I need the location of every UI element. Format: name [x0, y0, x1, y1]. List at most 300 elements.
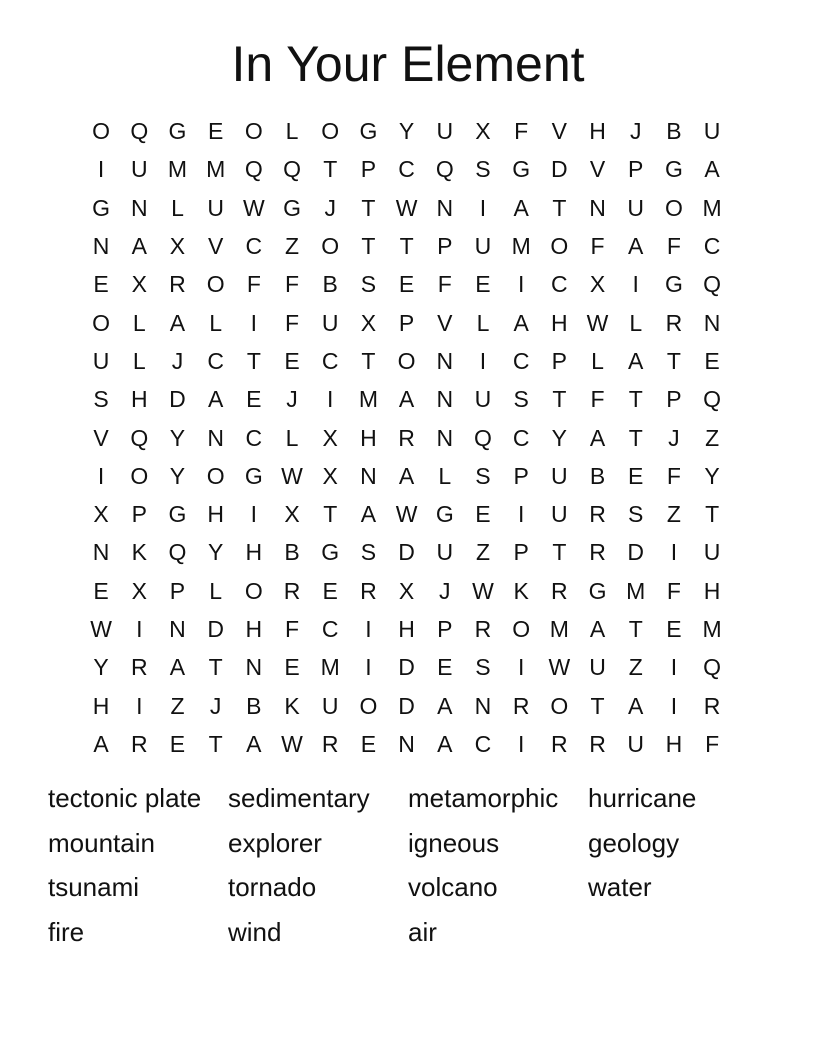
grid-letter[interactable]: T	[361, 233, 376, 260]
grid-letter[interactable]: U	[321, 692, 339, 719]
grid-letter[interactable]: X	[475, 118, 491, 145]
grid-letter[interactable]: E	[360, 730, 377, 757]
grid-letter[interactable]: L	[285, 118, 299, 145]
grid-letter[interactable]: I	[97, 156, 105, 183]
grid-letter[interactable]: R	[398, 424, 415, 451]
grid-letter[interactable]: N	[589, 194, 606, 221]
grid-letter[interactable]: R	[665, 309, 683, 336]
grid-letter[interactable]: L	[171, 194, 184, 221]
grid-letter[interactable]: L	[591, 347, 604, 374]
grid-letter[interactable]: R	[321, 730, 339, 757]
grid-letter[interactable]: Y	[169, 424, 186, 451]
grid-letter[interactable]: T	[246, 347, 261, 374]
grid-letter[interactable]: U	[474, 233, 492, 260]
grid-letter[interactable]: X	[589, 271, 606, 298]
grid-letter[interactable]: T	[705, 501, 720, 528]
grid-letter[interactable]: I	[479, 347, 487, 374]
grid-letter[interactable]: Y	[704, 462, 720, 489]
grid-letter[interactable]: P	[360, 156, 377, 183]
grid-letter[interactable]: Y	[551, 424, 568, 451]
grid-letter[interactable]: E	[666, 616, 682, 642]
grid-letter[interactable]: G	[283, 194, 301, 221]
grid-letter[interactable]: V	[93, 424, 109, 451]
grid-letter[interactable]: I	[479, 194, 487, 221]
grid-letter[interactable]: I	[250, 309, 258, 336]
grid-letter[interactable]: A	[628, 347, 644, 374]
grid-letter[interactable]: F	[514, 118, 529, 145]
grid-letter[interactable]: S	[513, 386, 529, 413]
grid-letter[interactable]: U	[436, 118, 454, 145]
grid-letter[interactable]: T	[323, 156, 338, 183]
grid-letter[interactable]: S	[93, 386, 109, 413]
grid-letter[interactable]: N	[92, 233, 110, 260]
grid-letter[interactable]: C	[321, 616, 339, 642]
grid-letter[interactable]: T	[628, 386, 643, 413]
grid-letter[interactable]: N	[398, 730, 415, 757]
grid-letter[interactable]: O	[244, 118, 263, 145]
grid-letter[interactable]: I	[670, 692, 678, 719]
grid-row	[82, 418, 732, 456]
grid-letter[interactable]: R	[589, 501, 606, 528]
grid-letter[interactable]: A	[169, 654, 186, 681]
grid-letter[interactable]: I	[517, 654, 525, 681]
grid-letter[interactable]: A	[513, 194, 529, 221]
grid-letter[interactable]: U	[92, 347, 110, 374]
grid-letter[interactable]: W	[242, 194, 265, 221]
grid-letter[interactable]: T	[552, 539, 567, 566]
grid-letter[interactable]: T	[552, 386, 567, 413]
grid-letter[interactable]: H	[551, 309, 568, 336]
grid-letter[interactable]: Y	[169, 462, 186, 489]
grid-letter[interactable]: U	[474, 386, 492, 413]
grid-letter[interactable]: G	[168, 118, 187, 145]
grid-letter[interactable]: O	[550, 692, 569, 719]
word-list-item: water	[588, 872, 652, 903]
grid-letter[interactable]: A	[246, 730, 262, 757]
grid-letter[interactable]: J	[286, 386, 298, 413]
grid-letter[interactable]: R	[589, 730, 606, 757]
grid-letter[interactable]: Q	[130, 118, 149, 145]
grid-letter[interactable]: F	[590, 233, 605, 260]
grid-letter[interactable]: U	[436, 539, 454, 566]
grid-letter[interactable]: A	[513, 309, 529, 336]
grid-letter[interactable]: E	[398, 271, 415, 298]
grid-letter[interactable]: T	[628, 616, 643, 642]
grid-letter[interactable]: U	[551, 462, 568, 489]
grid-letter[interactable]: F	[590, 386, 605, 413]
grid-letter[interactable]: G	[92, 194, 111, 221]
word-list	[48, 778, 768, 957]
grid-letter[interactable]: C	[398, 156, 415, 183]
grid-letter[interactable]: L	[438, 462, 452, 489]
grid-letter[interactable]: Z	[705, 424, 720, 451]
grid-letter[interactable]: R	[551, 577, 568, 604]
grid-letter[interactable]: A	[628, 233, 644, 260]
grid-letter[interactable]: P	[513, 539, 529, 566]
grid-letter[interactable]: X	[284, 501, 300, 528]
grid-letter[interactable]: A	[398, 462, 415, 489]
grid-letter[interactable]: A	[437, 730, 453, 757]
grid-letter[interactable]: T	[208, 654, 223, 681]
grid-letter[interactable]: G	[512, 156, 531, 183]
grid-letter[interactable]: X	[169, 233, 186, 260]
grid-letter[interactable]: D	[551, 156, 568, 183]
grid-letter[interactable]: U	[321, 309, 339, 336]
grid-letter[interactable]: D	[169, 386, 186, 413]
grid-letter[interactable]: I	[670, 539, 678, 566]
grid-letter[interactable]: C	[207, 347, 224, 374]
grid-letter[interactable]: M	[702, 194, 722, 221]
grid-letter[interactable]: F	[666, 233, 681, 260]
grid-letter[interactable]: S	[628, 501, 644, 528]
grid-letter[interactable]: U	[589, 654, 606, 681]
grid-letter[interactable]: R	[130, 730, 148, 757]
grid-letter[interactable]: O	[244, 577, 263, 604]
grid-letter[interactable]: V	[207, 233, 224, 260]
grid-letter[interactable]: U	[551, 501, 568, 528]
grid-letter[interactable]: F	[285, 309, 300, 336]
grid-letter[interactable]: G	[664, 156, 683, 183]
grid-letter[interactable]: M	[702, 616, 722, 642]
grid-letter[interactable]: P	[398, 309, 415, 336]
grid-letter[interactable]: X	[398, 577, 415, 604]
grid-letter[interactable]: Q	[244, 156, 263, 183]
grid-letter[interactable]: N	[169, 616, 186, 642]
grid-letter[interactable]: K	[284, 692, 300, 719]
grid-letter[interactable]: N	[130, 194, 148, 221]
grid-letter[interactable]: H	[398, 616, 415, 642]
grid-letter[interactable]: L	[285, 424, 299, 451]
grid-letter[interactable]: R	[169, 271, 186, 298]
grid-letter[interactable]: Z	[170, 692, 185, 719]
grid-letter[interactable]: P	[666, 386, 682, 413]
grid-letter[interactable]: O	[664, 194, 683, 221]
grid-letter[interactable]: I	[517, 271, 525, 298]
grid-letter[interactable]: A	[93, 730, 109, 757]
grid-letter[interactable]: S	[360, 539, 377, 566]
grid-letter[interactable]: R	[551, 730, 568, 757]
grid-letter[interactable]: N	[436, 424, 454, 451]
letter-grid	[82, 112, 732, 763]
grid-letter[interactable]: H	[360, 424, 377, 451]
grid-letter[interactable]: N	[474, 692, 492, 719]
grid-letter[interactable]: P	[169, 577, 186, 604]
grid-letter[interactable]: P	[551, 347, 568, 374]
grid-letter[interactable]: A	[589, 616, 606, 642]
word-list-item: tectonic plate	[48, 783, 202, 813]
grid-letter[interactable]: R	[474, 616, 492, 642]
grid-letter[interactable]: D	[627, 539, 645, 566]
grid-letter[interactable]: C	[703, 233, 721, 260]
grid-letter[interactable]: F	[246, 271, 261, 298]
grid-letter[interactable]: B	[322, 271, 338, 298]
grid-row	[82, 112, 732, 150]
grid-letter[interactable]: G	[359, 118, 378, 145]
grid-row	[82, 303, 732, 341]
grid-letter[interactable]: I	[517, 730, 525, 757]
grid-letter[interactable]: Y	[207, 539, 224, 566]
grid-letter[interactable]: J	[209, 692, 222, 719]
grid-letter[interactable]: N	[436, 194, 454, 221]
grid-letter[interactable]: P	[131, 501, 147, 528]
grid-letter[interactable]: O	[321, 118, 340, 145]
grid-letter[interactable]: A	[207, 386, 224, 413]
grid-letter[interactable]: O	[321, 233, 340, 260]
grid-letter[interactable]: U	[627, 194, 645, 221]
grid-letter[interactable]: W	[472, 577, 494, 604]
grid-letter[interactable]: O	[359, 692, 378, 719]
grid-letter[interactable]: E	[93, 271, 109, 298]
grid-letter[interactable]: B	[284, 539, 300, 566]
grid-letter[interactable]: H	[245, 539, 263, 566]
grid-letter[interactable]: L	[209, 309, 223, 336]
grid-letter[interactable]: H	[703, 577, 721, 604]
grid-letter[interactable]: F	[437, 271, 452, 298]
grid-letter[interactable]: T	[323, 501, 338, 528]
grid-letter[interactable]: S	[475, 654, 491, 681]
grid-letter[interactable]: A	[169, 309, 186, 336]
grid-letter[interactable]: B	[246, 692, 262, 719]
grid-letter[interactable]: Q	[703, 271, 722, 298]
grid-letter[interactable]: R	[130, 654, 148, 681]
grid-letter[interactable]: Q	[168, 539, 187, 566]
grid-letter[interactable]: I	[632, 271, 639, 298]
grid-letter[interactable]: E	[628, 462, 644, 489]
grid-letter[interactable]: A	[437, 692, 453, 719]
grid-letter[interactable]: G	[588, 577, 607, 604]
grid-letter[interactable]: M	[626, 577, 646, 604]
grid-letter[interactable]: T	[590, 692, 605, 719]
grid-letter[interactable]: N	[92, 539, 110, 566]
grid-letter[interactable]: E	[475, 501, 491, 528]
grid-letter[interactable]: E	[322, 577, 338, 604]
grid-letter[interactable]: Z	[285, 233, 300, 260]
grid-letter[interactable]: C	[245, 424, 263, 451]
grid-letter[interactable]: V	[437, 309, 453, 336]
grid-letter[interactable]: M	[511, 233, 531, 260]
grid-letter[interactable]: G	[321, 539, 340, 566]
grid-letter[interactable]: T	[399, 233, 414, 260]
grid-row	[82, 457, 732, 495]
grid-letter[interactable]: B	[666, 118, 682, 145]
grid-letter[interactable]: U	[703, 118, 721, 145]
grid-letter[interactable]: H	[207, 501, 224, 528]
grid-letter[interactable]: O	[397, 347, 416, 374]
grid-letter[interactable]: A	[589, 424, 606, 451]
grid-letter[interactable]: G	[168, 501, 187, 528]
grid-letter[interactable]: C	[245, 233, 263, 260]
grid-letter[interactable]: O	[130, 462, 149, 489]
grid-letter[interactable]: S	[475, 462, 491, 489]
grid-letter[interactable]: W	[90, 616, 112, 642]
grid-letter[interactable]: I	[250, 501, 258, 528]
grid-letter[interactable]: I	[136, 616, 143, 642]
grid-letter[interactable]: G	[664, 271, 683, 298]
grid-letter[interactable]: J	[324, 194, 336, 221]
grid-letter[interactable]: A	[131, 233, 147, 260]
grid-letter[interactable]: K	[131, 539, 147, 566]
grid-letter[interactable]: B	[589, 462, 606, 489]
grid-letter[interactable]: L	[209, 577, 223, 604]
grid-letter[interactable]: J	[171, 347, 184, 374]
grid-letter[interactable]: I	[327, 386, 334, 413]
grid-letter[interactable]: T	[552, 194, 567, 221]
grid-letter[interactable]: F	[705, 730, 720, 757]
grid-letter[interactable]: E	[284, 347, 300, 374]
grid-letter[interactable]: R	[360, 577, 377, 604]
grid-letter[interactable]: E	[704, 347, 720, 374]
grid-letter[interactable]: Y	[398, 118, 415, 145]
grid-letter[interactable]: O	[92, 309, 111, 336]
grid-letter[interactable]: M	[358, 386, 378, 413]
grid-letter[interactable]: M	[206, 156, 226, 183]
grid-letter[interactable]: T	[628, 424, 643, 451]
grid-letter[interactable]: H	[665, 730, 683, 757]
grid-letter[interactable]: F	[285, 616, 300, 642]
grid-letter[interactable]: Q	[130, 424, 149, 451]
grid-letter[interactable]: R	[703, 692, 721, 719]
grid-letter[interactable]: J	[439, 577, 451, 604]
grid-letter[interactable]: U	[627, 730, 645, 757]
grid-letter[interactable]: W	[586, 309, 609, 336]
grid-letter[interactable]: A	[628, 692, 644, 719]
grid-letter[interactable]: Q	[703, 386, 722, 413]
grid-letter[interactable]: E	[475, 271, 491, 298]
grid-letter[interactable]: D	[398, 654, 415, 681]
grid-letter[interactable]: P	[437, 616, 453, 642]
grid-letter[interactable]: C	[551, 271, 568, 298]
grid-letter[interactable]: O	[92, 118, 111, 145]
grid-letter[interactable]: G	[244, 462, 263, 489]
grid-letter[interactable]: X	[93, 501, 109, 528]
grid-letter[interactable]: W	[395, 194, 418, 221]
grid-letter[interactable]: O	[512, 616, 531, 642]
word-list-item: sedimentary	[228, 783, 370, 813]
grid-letter[interactable]: T	[208, 730, 223, 757]
grid-letter[interactable]: D	[398, 692, 415, 719]
grid-letter[interactable]: Q	[435, 156, 454, 183]
grid-letter[interactable]: E	[207, 118, 224, 145]
grid-letter[interactable]: I	[365, 616, 372, 642]
grid-letter[interactable]: O	[550, 233, 569, 260]
grid-letter[interactable]: X	[360, 309, 377, 336]
grid-letter[interactable]: Z	[666, 501, 681, 528]
grid-letter[interactable]: L	[132, 309, 146, 336]
grid-letter[interactable]: H	[589, 118, 606, 145]
grid-letter[interactable]: Z	[628, 654, 643, 681]
grid-letter[interactable]: P	[437, 233, 453, 260]
grid-letter[interactable]: N	[207, 424, 224, 451]
grid-letter[interactable]: E	[437, 654, 453, 681]
grid-letter[interactable]: E	[93, 577, 109, 604]
grid-letter[interactable]: Q	[474, 424, 492, 451]
grid-letter[interactable]: V	[589, 156, 606, 183]
grid-letter[interactable]: U	[130, 156, 148, 183]
grid-letter[interactable]: K	[513, 577, 529, 604]
grid-letter[interactable]: X	[322, 424, 338, 451]
grid-letter[interactable]: R	[512, 692, 530, 719]
grid-letter[interactable]: R	[283, 577, 301, 604]
grid-letter[interactable]: N	[245, 654, 263, 681]
grid-letter[interactable]: J	[668, 424, 680, 451]
grid-letter[interactable]: W	[548, 654, 571, 681]
grid-letter[interactable]: X	[131, 577, 147, 604]
grid-letter[interactable]: S	[360, 271, 377, 298]
grid-letter[interactable]: T	[666, 347, 681, 374]
grid-letter[interactable]: M	[549, 616, 569, 642]
grid-letter[interactable]: I	[670, 654, 678, 681]
grid-letter[interactable]: X	[322, 462, 338, 489]
grid-letter[interactable]: S	[475, 156, 491, 183]
grid-letter[interactable]: E	[284, 654, 300, 681]
grid-letter[interactable]: L	[476, 309, 490, 336]
grid-letter[interactable]: H	[130, 386, 148, 413]
grid-letter[interactable]: U	[703, 539, 721, 566]
grid-letter[interactable]: I	[365, 654, 372, 681]
grid-letter[interactable]: G	[435, 501, 454, 528]
grid-letter[interactable]: C	[512, 424, 530, 451]
grid-letter[interactable]: P	[513, 462, 529, 489]
grid-letter[interactable]: W	[281, 462, 303, 489]
grid-letter[interactable]: N	[436, 347, 454, 374]
word-list-item: hurricane	[588, 783, 697, 813]
grid-letter[interactable]: V	[551, 118, 568, 145]
grid-letter[interactable]: T	[361, 347, 376, 374]
grid-letter[interactable]: W	[281, 730, 303, 757]
grid-letter[interactable]: T	[361, 194, 376, 221]
grid-letter[interactable]: C	[321, 347, 339, 374]
grid-letter[interactable]: A	[704, 156, 720, 183]
grid-letter[interactable]: F	[285, 271, 300, 298]
grid-letter[interactable]: O	[206, 462, 225, 489]
grid-letter[interactable]: W	[395, 501, 418, 528]
grid-letter[interactable]: N	[360, 462, 377, 489]
grid-letter[interactable]: E	[246, 386, 262, 413]
grid-letter[interactable]: I	[517, 501, 525, 528]
grid-letter[interactable]: N	[436, 386, 454, 413]
grid-letter[interactable]: I	[97, 462, 105, 489]
grid-row	[82, 380, 732, 418]
grid-letter[interactable]: D	[398, 539, 415, 566]
grid-letter[interactable]: Y	[93, 654, 109, 681]
grid-letter[interactable]: O	[206, 271, 225, 298]
grid-letter[interactable]: H	[245, 616, 263, 642]
grid-letter[interactable]: A	[398, 386, 415, 413]
grid-letter[interactable]: J	[629, 118, 642, 145]
grid-letter[interactable]: E	[169, 730, 186, 757]
grid-letter[interactable]: U	[207, 194, 224, 221]
grid-letter[interactable]: M	[320, 654, 340, 681]
grid-letter[interactable]: I	[136, 692, 143, 719]
grid-letter[interactable]: H	[92, 692, 110, 719]
grid-letter[interactable]: X	[131, 271, 147, 298]
grid-letter[interactable]: C	[512, 347, 530, 374]
grid-letter[interactable]: Z	[475, 539, 490, 566]
grid-letter[interactable]: Q	[283, 156, 301, 183]
grid-letter[interactable]: F	[666, 462, 681, 489]
grid-letter[interactable]: A	[360, 501, 377, 528]
grid-letter[interactable]: Q	[703, 654, 722, 681]
grid-letter[interactable]: R	[589, 539, 606, 566]
grid-letter[interactable]: P	[628, 156, 644, 183]
grid-letter[interactable]: M	[167, 156, 188, 183]
grid-letter[interactable]: C	[474, 730, 492, 757]
grid-letter[interactable]: L	[629, 309, 643, 336]
grid-letter[interactable]: N	[703, 309, 721, 336]
grid-letter[interactable]: F	[666, 577, 681, 604]
grid-letter[interactable]: L	[132, 347, 146, 374]
grid-letter[interactable]: D	[207, 616, 224, 642]
